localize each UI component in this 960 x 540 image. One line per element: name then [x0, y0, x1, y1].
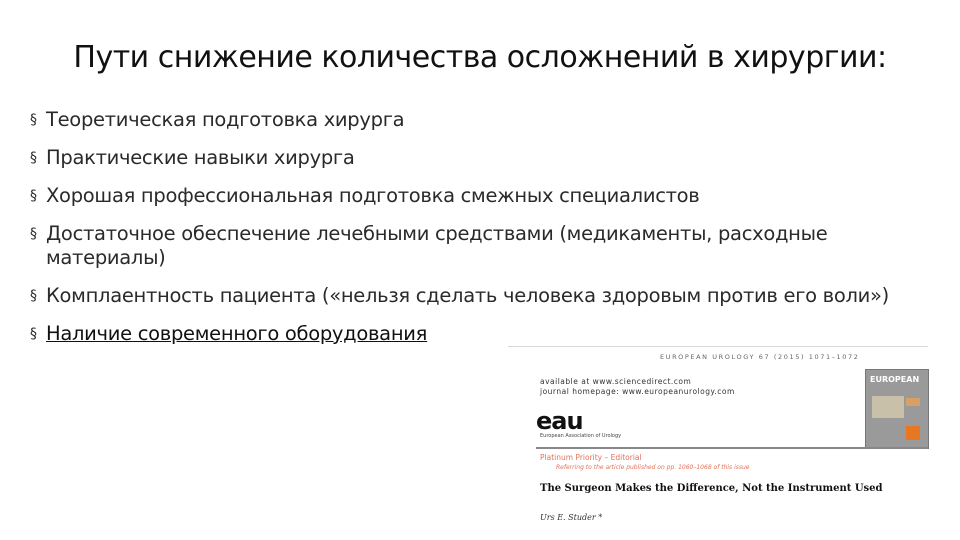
bullet-item — [30, 146, 930, 170]
bullet-mark: § — [30, 226, 37, 242]
cover-accent — [906, 426, 920, 440]
article-image — [508, 346, 928, 537]
availability-info — [540, 377, 735, 397]
bullet-text: Наличие современного оборудования — [46, 322, 428, 345]
cover-title: EUROPEAN — [870, 375, 920, 384]
bullet-text: Комплаентность пациента («нельзя сделать человека здоровым против его воли») — [46, 284, 889, 307]
bullet-item — [30, 108, 930, 132]
bullet-mark: § — [30, 288, 37, 304]
bullet-item — [30, 322, 930, 346]
bullet-mark: § — [30, 326, 37, 342]
bullet-mark: § — [30, 112, 37, 128]
logo-subtitle: European Association of Urology — [540, 433, 622, 439]
bullet-item — [30, 184, 930, 208]
bullet-text: Достаточное обеспечение лечебными средствами (медикаменты, расходные материалы) — [46, 222, 828, 269]
homepage-line: journal homepage: www.europeanurology.com — [540, 387, 735, 396]
cover-accent — [906, 398, 920, 406]
journal-cover — [865, 369, 929, 449]
available-line: available at www.sciencedirect.com — [540, 377, 692, 386]
journal-line: EUROPEAN UROLOGY 67 (2015) 1071–1072 — [660, 353, 860, 361]
bullet-item — [30, 222, 876, 270]
article-author: Urs E. Studer * — [540, 513, 603, 522]
bullet-text: Практические навыки хирурга — [46, 146, 355, 169]
bullet-mark: § — [30, 188, 37, 204]
reference-note: Referring to the article published on pp. 1060–1068 of this issue — [556, 464, 750, 471]
divider — [536, 447, 928, 449]
bullet-list — [30, 108, 930, 360]
cover-image — [872, 396, 904, 418]
slide-title: Пути снижение количества осложнений в хирургии: — [73, 40, 887, 75]
article-headline: The Surgeon Makes the Difference, Not the Instrument Used — [540, 483, 883, 494]
eau-logo: eau — [536, 407, 583, 435]
bullet-text: Хорошая профессиональная подготовка смежных специалистов — [46, 184, 700, 207]
bullet-text: Теоретическая подготовка хирурга — [46, 108, 405, 131]
bullet-item — [30, 284, 926, 308]
bullet-mark: § — [30, 150, 37, 166]
section-label: Platinum Priority – Editorial — [540, 453, 642, 462]
